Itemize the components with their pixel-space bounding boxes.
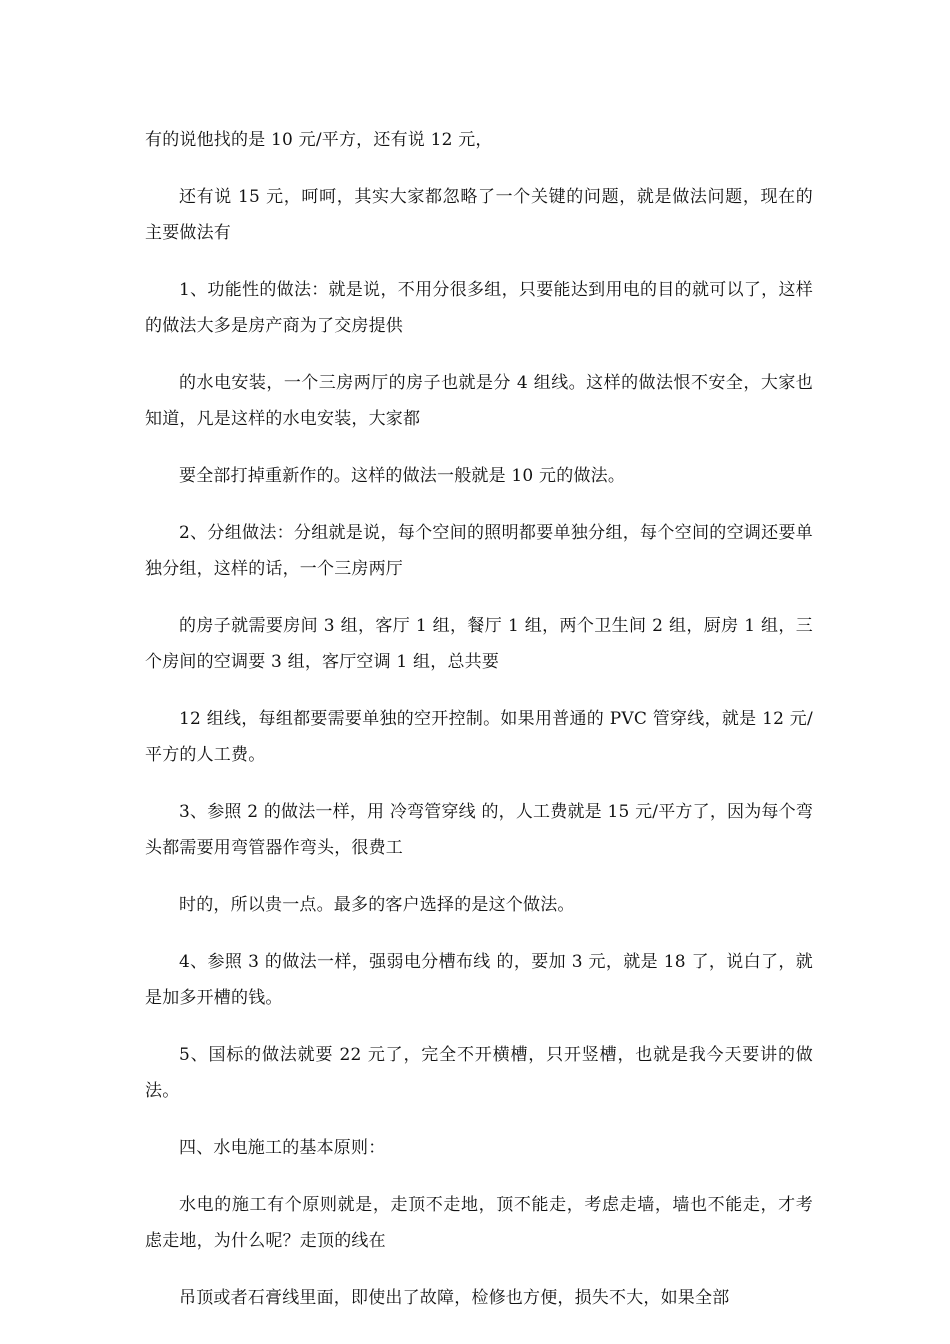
paragraph: 3、参照 2 的做法一样，用 冷弯管穿线 的，人工费就是 15 元/平方了，因为每个弯头都需要用弯管器作弯头，很费工 xyxy=(145,802,814,858)
paragraph: 的水电安装，一个三房两厅的房子也就是分 4 组线。这样的做法恨不安全，大家也知道，凡是这样的水电安装，大家都 xyxy=(145,373,813,429)
paragraph: 时的，所以贵一点。最多的客户选择的是这个做法。 xyxy=(179,895,575,915)
paragraph: 的房子就需要房间 3 组，客厅 1 组，餐厅 1 组，两个卫生间 2 组，厨房 1 组，三个房间的空调要 3 组，客厅空调 1 组，总共要 xyxy=(145,616,813,672)
paragraph: 12 组线，每组都要需要单独的空开控制。如果用普通的 PVC 管穿线，就是 12 元/平方的人工费。 xyxy=(145,709,813,765)
paragraph: 1、功能性的做法：就是说，不用分很多组，只要能达到用电的目的就可以了，这样的做法大多是房产商为了交房提供 xyxy=(145,280,813,336)
paragraph: 4、参照 3 的做法一样，强弱电分槽布线 的，要加 3 元，就是 18 了，说白了，就是加多开槽的钱。 xyxy=(145,952,813,1008)
document-body xyxy=(145,122,813,1337)
paragraph: 吊顶或者石膏线里面，即使出了故障，检修也方便，损失不大，如果全部 xyxy=(179,1288,730,1308)
paragraph: 5、国标的做法就要 22 元了，完全不开横槽，只开竖槽，也就是我今天要讲的做法。 xyxy=(145,1045,813,1101)
paragraph: 有的说他找的是 10 元/平方，还有说 12 元， xyxy=(145,130,493,150)
paragraph: 还有说 15 元，呵呵，其实大家都忽略了一个关键的问题，就是做法问题，现在的主要做法有 xyxy=(145,187,813,243)
paragraph: 水电的施工有个原则就是，走顶不走地，顶不能走，考虑走墙，墙也不能走，才考虑走地，为什么呢？走顶的线在 xyxy=(145,1195,813,1251)
paragraph: 2、分组做法：分组就是说，每个空间的照明都要单独分组，每个空间的空调还要单独分组，这样的话，一个三房两厅 xyxy=(145,523,813,579)
section-heading: 四、水电施工的基本原则： xyxy=(179,1138,386,1158)
paragraph: 要全部打掉重新作的。这样的做法一般就是 10 元的做法。 xyxy=(179,466,626,486)
